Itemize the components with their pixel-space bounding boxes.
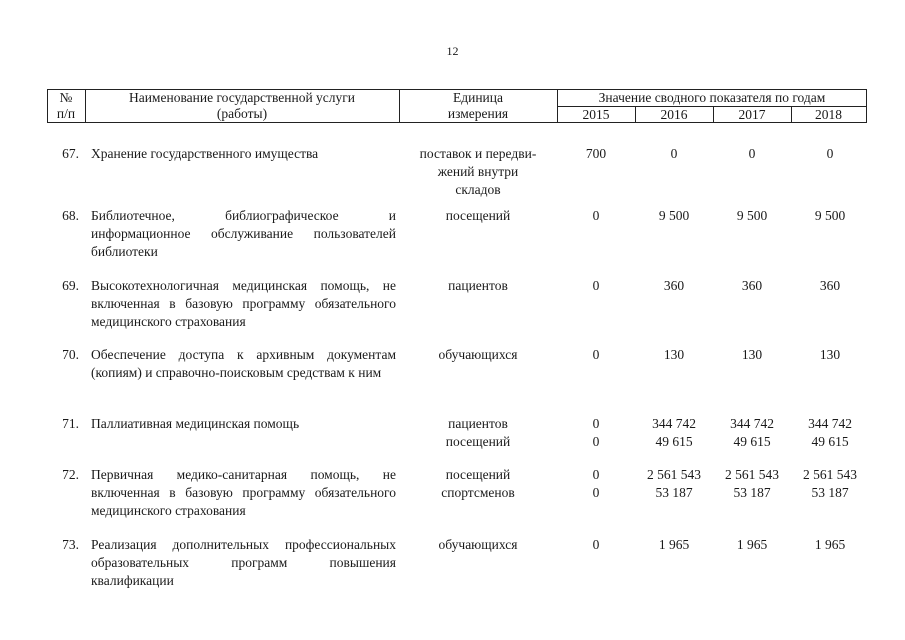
row-number: 67. [62,146,79,161]
value-2017: 360 [741,278,763,293]
value-2015 [557,415,635,451]
service-name: Первичная медико-санитарная помощь, не включенная в базовую программу обязательного медицинского страхования [91,467,396,518]
value-2016: 130 [663,347,685,362]
value-item: 0 [592,434,600,449]
value-item: 0 [592,467,600,482]
value-item: 49 615 [655,434,693,449]
header-name-line1: Наименование государственной услуги [128,90,356,105]
row-number: 72. [62,467,79,482]
value-2017: 0 [748,146,756,161]
unit-cell [404,346,552,364]
service-name: Паллиативная медицинская помощь [91,416,300,431]
value-item: 53 187 [733,485,771,500]
row-number: 69. [62,278,79,293]
value-item: 0 [592,416,600,431]
service-name: Высокотехнологичная медицинская помощь, не включенная в базовую программу обязательного медицинского страхования [91,278,396,329]
header-number-line2: п/п [56,106,76,121]
unit-value: складов [455,182,501,197]
header-unit-column [399,90,557,122]
value-2016: 1 965 [658,537,690,552]
value-2017: 130 [741,347,763,362]
header-name-line2: (работы) [216,106,268,121]
value-item: 344 742 [730,416,774,431]
value-item: 0 [592,485,600,500]
value-item: 344 742 [808,416,852,431]
unit-cell [404,536,552,554]
value-2016 [635,415,713,451]
header-year-2017: 2017 [738,107,766,122]
value-2018 [791,415,869,451]
value-2016: 0 [670,146,678,161]
value-2018 [791,466,869,502]
value-item: 2 561 543 [725,467,779,482]
unit-cell [404,466,552,502]
unit-value: спортсменов [441,485,515,500]
value-item: 53 187 [655,485,693,500]
value-2017: 1 965 [736,537,768,552]
value-item: 2 561 543 [647,467,701,482]
header-number-line1: № [59,90,73,105]
row-number: 70. [62,347,79,362]
value-2015: 0 [592,347,600,362]
row-number: 68. [62,208,79,223]
row-number: 73. [62,537,79,552]
value-2018: 360 [819,278,841,293]
table-header [47,89,867,123]
unit-value: пациентов [448,278,508,293]
header-year-2018: 2018 [815,107,842,122]
header-name-column [85,90,399,122]
row-number: 71. [62,416,79,431]
service-name: Хранение государственного имущества [91,146,319,161]
header-values-title: Значение сводного показателя по годам [598,90,826,105]
service-name: Реализация дополнительных профессиональных образовательных программ повышения квалификации [91,537,396,588]
value-2017: 9 500 [736,208,768,223]
value-2015: 0 [592,208,600,223]
value-2018: 0 [826,146,834,161]
unit-value: обучающихся [438,347,518,362]
service-name: Библиотечное, библиографическое и информационное обслуживание пользователей библиотеки [91,208,396,259]
unit-cell [404,207,552,225]
header-number-column [47,90,85,122]
value-item: 49 615 [733,434,771,449]
value-2017 [713,466,791,502]
value-2015 [557,466,635,502]
unit-cell [404,277,552,295]
page-number: 12 [446,44,459,58]
unit-value: пациентов [448,416,508,431]
service-name: Обеспечение доступа к архивным документам (копиям) и справочно-поисковым средствам к ним [91,347,396,380]
value-2015: 0 [592,278,600,293]
unit-value: обучающихся [438,537,518,552]
value-2018: 130 [819,347,841,362]
value-2017 [713,415,791,451]
value-item: 53 187 [811,485,849,500]
unit-value: посещений [445,467,511,482]
value-item: 49 615 [811,434,849,449]
value-item: 2 561 543 [803,467,857,482]
value-2016: 360 [663,278,685,293]
value-2015: 0 [592,537,600,552]
value-2016 [635,466,713,502]
unit-value: посещений [445,208,511,223]
unit-value: посещений [445,434,511,449]
value-item: 344 742 [652,416,696,431]
value-2018: 1 965 [814,537,846,552]
header-unit-line1: Единица [452,90,503,105]
value-2016: 9 500 [658,208,690,223]
value-2015: 700 [585,146,607,161]
header-year-2016: 2016 [660,107,688,122]
header-unit-line2: измерения [447,106,509,121]
value-2018: 9 500 [814,208,846,223]
unit-value: поставок и передви- [419,146,537,161]
unit-value: жений внутри [437,164,519,179]
unit-cell [404,145,552,199]
unit-cell [404,415,552,451]
header-year-2015: 2015 [582,107,610,122]
